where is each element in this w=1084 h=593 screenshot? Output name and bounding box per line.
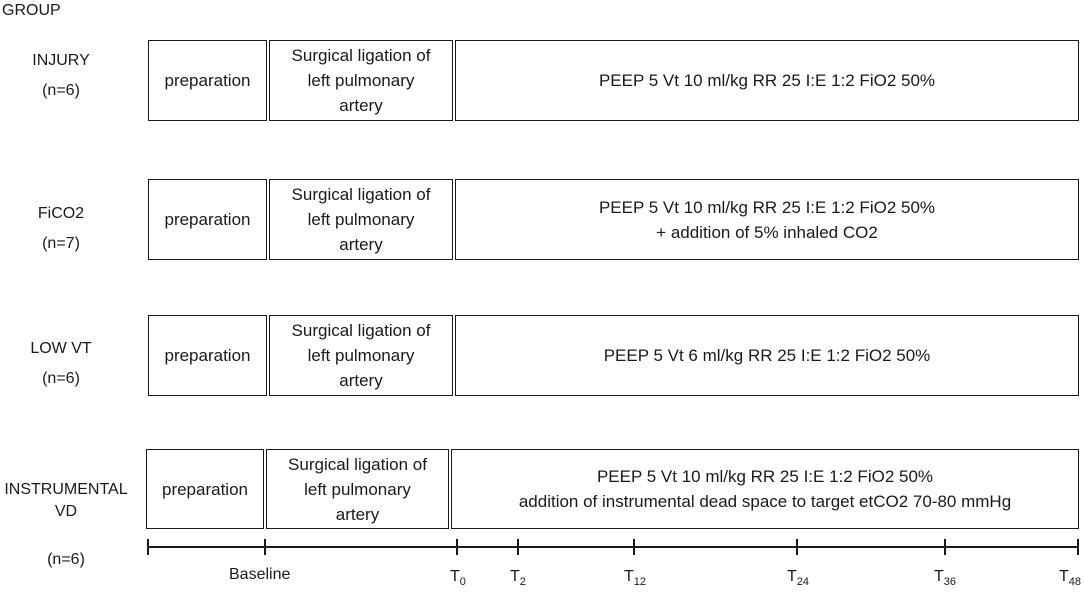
timeline-tick bbox=[147, 539, 149, 555]
surgery-box bbox=[269, 40, 453, 121]
group-lowvt-label bbox=[6, 334, 116, 394]
timeline-tick bbox=[456, 539, 458, 555]
timeline-tick bbox=[633, 539, 635, 555]
protocol-line: addition of instrumental dead space to target etCO2 70-80 mmHg bbox=[518, 492, 1012, 511]
timeline-tick bbox=[1077, 539, 1079, 555]
surgery-line: left pulmonary bbox=[307, 210, 415, 229]
surgery-box bbox=[269, 315, 453, 396]
surgery-line: artery bbox=[339, 371, 383, 390]
timeline-tick bbox=[264, 539, 266, 555]
surgery-line: Surgical ligation of bbox=[291, 185, 431, 204]
group-name: INJURY bbox=[32, 52, 90, 69]
surgery-line: artery bbox=[339, 235, 383, 254]
surgery-line: artery bbox=[335, 504, 380, 524]
surgery-line: Surgical ligation of bbox=[288, 454, 427, 474]
group-n: (n=7) bbox=[42, 235, 80, 252]
surgery-box bbox=[266, 449, 449, 529]
timeline-label-t24: $T_{24}$ bbox=[787, 568, 810, 588]
preparation-text: preparation bbox=[161, 479, 248, 499]
protocol-box bbox=[455, 179, 1079, 260]
preparation-box bbox=[148, 179, 267, 260]
timeline-tick bbox=[796, 539, 798, 555]
surgery-line: Surgical ligation of bbox=[291, 46, 431, 65]
protocol-line: PEEP 5 Vt 6 ml/kg RR 25 I:E 1:2 FiO2 50% bbox=[603, 346, 931, 365]
group-n: (n=6) bbox=[42, 82, 80, 99]
timeline-label-t2: $T_2$ bbox=[510, 568, 526, 588]
timeline-label-t12: $T_{12}$ bbox=[624, 568, 647, 588]
timeline-axis bbox=[148, 546, 1079, 548]
surgery-line: left pulmonary bbox=[304, 479, 411, 499]
timeline-label-baseline: Baseline bbox=[229, 566, 291, 583]
surgery-line: left pulmonary bbox=[307, 346, 415, 365]
surgery-line: Surgical ligation of bbox=[291, 321, 431, 340]
group-name: INSTRUMENTAL VD bbox=[4, 481, 128, 520]
preparation-box bbox=[146, 449, 264, 529]
group-instrumental-label bbox=[0, 457, 132, 593]
group-name: LOW VT bbox=[30, 340, 92, 357]
protocol-line: PEEP 5 Vt 10 ml/kg RR 25 I:E 1:2 FiO2 50% bbox=[598, 197, 936, 217]
protocol-box bbox=[455, 315, 1079, 396]
timeline-label-t0: $T_0$ bbox=[450, 568, 466, 588]
timeline-tick bbox=[944, 539, 946, 555]
group-n: (n=6) bbox=[47, 551, 85, 568]
timeline-label-t36: $T_{36}$ bbox=[934, 568, 957, 588]
surgery-box bbox=[269, 179, 453, 260]
group-fico2-label bbox=[6, 199, 116, 259]
preparation-box bbox=[148, 315, 267, 396]
preparation-box bbox=[148, 40, 267, 121]
group-n: (n=6) bbox=[42, 370, 80, 387]
protocol-line: + addition of 5% inhaled CO2 bbox=[656, 222, 878, 242]
protocol-box bbox=[451, 449, 1079, 529]
surgery-line: left pulmonary bbox=[307, 71, 415, 90]
group-name: FiCO2 bbox=[37, 205, 85, 222]
protocol-line: PEEP 5 Vt 10 ml/kg RR 25 I:E 1:2 FiO2 50% bbox=[598, 71, 936, 90]
surgery-line: artery bbox=[339, 96, 383, 115]
preparation-text: preparation bbox=[164, 71, 251, 90]
timeline-label-t48: $T_{48}$ bbox=[1059, 568, 1082, 588]
preparation-text: preparation bbox=[164, 210, 251, 229]
protocol-box bbox=[455, 40, 1079, 121]
protocol-line: PEEP 5 Vt 10 ml/kg RR 25 I:E 1:2 FiO2 50% bbox=[596, 467, 934, 486]
preparation-text: preparation bbox=[164, 346, 251, 365]
timeline-tick bbox=[517, 539, 519, 555]
group-header: GROUP bbox=[2, 2, 61, 19]
group-injury-label bbox=[6, 46, 116, 106]
